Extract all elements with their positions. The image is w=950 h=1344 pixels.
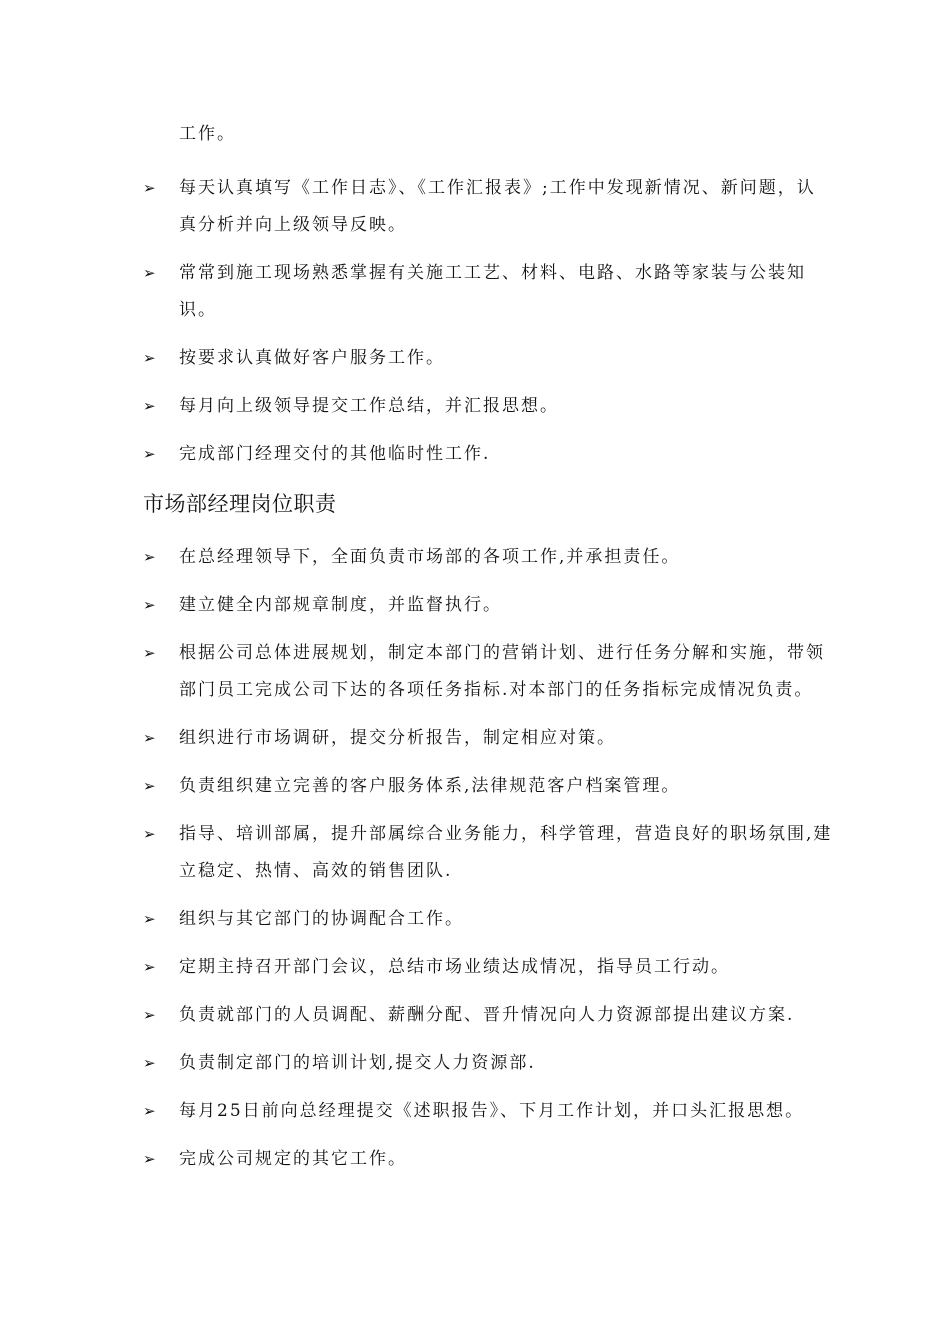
list-item <box>143 1045 833 1082</box>
arrow-bullet-icon: ➢ <box>143 596 158 614</box>
list-item <box>143 997 833 1034</box>
list-item <box>143 635 833 709</box>
list-item-text: 完成公司规定的其它工作。 <box>179 1149 407 1169</box>
list-item-text: 组织进行市场调研，提交分析报告，制定相应对策。 <box>179 728 616 748</box>
list-item <box>143 388 833 425</box>
list-item-text: 负责制定部门的培训计划,提交人力资源部. <box>179 1053 536 1073</box>
arrow-bullet-icon: ➢ <box>143 445 158 463</box>
arrow-bullet-icon: ➢ <box>143 1102 158 1120</box>
arrow-bullet-icon: ➢ <box>143 397 158 415</box>
list-item <box>143 587 833 624</box>
list-item <box>143 255 833 329</box>
list-item-text: 常常到施工现场熟悉掌握有关施工工艺、材料、电路、水路等家装与公装知识。 <box>179 263 806 320</box>
list-item <box>143 1093 833 1130</box>
arrow-bullet-icon: ➢ <box>143 1150 158 1168</box>
list-item <box>143 436 833 473</box>
list-item-text: 在总经理领导下，全面负责市场部的各项工作,并承担责任。 <box>179 547 681 567</box>
list-item-text: 组织与其它部门的协调配合工作。 <box>179 909 464 929</box>
section-heading: 市场部经理岗位职责 <box>143 492 337 516</box>
list-item-text: 定期主持召开部门会议，总结市场业绩达成情况，指导员工行动。 <box>179 957 730 977</box>
arrow-bullet-icon: ➢ <box>143 777 158 795</box>
arrow-bullet-icon: ➢ <box>143 264 158 282</box>
list-item-text: 完成部门经理交付的其他临时性工作. <box>179 444 491 464</box>
list-item-text: 负责组织建立完善的客户服务体系,法律规范客户档案管理。 <box>179 776 681 796</box>
list-item <box>143 816 833 890</box>
list-item <box>143 340 833 377</box>
arrow-bullet-icon: ➢ <box>143 179 158 197</box>
list-item-text: 根据公司总体进展规划，制定本部门的营销计划、进行任务分解和实施，带领部门员工完成公司下达的各项任务指标.对本部门的任务指标完成情况负责。 <box>179 643 825 700</box>
duty-list-2 <box>143 539 833 1189</box>
list-item <box>143 720 833 757</box>
list-item-text: 指导、培训部属，提升部属综合业务能力，科学管理，营造良好的职场氛围,建立稳定、热情、高效的销售团队. <box>179 824 833 881</box>
arrow-bullet-icon: ➢ <box>143 1054 158 1072</box>
arrow-bullet-icon: ➢ <box>143 1006 158 1024</box>
list-item <box>143 901 833 938</box>
continuation-text: 工作。 <box>179 124 236 144</box>
duty-list-1 <box>143 170 833 484</box>
arrow-bullet-icon: ➢ <box>143 644 158 662</box>
arrow-bullet-icon: ➢ <box>143 548 158 566</box>
list-item-text: 每天认真填写《工作日志》、《工作汇报表》;工作中发现新情况、新问题，认真分析并向上级领导反映。 <box>179 178 816 235</box>
list-item-text: 负责就部门的人员调配、薪酬分配、晋升情况向人力资源部提出建议方案. <box>179 1005 795 1025</box>
list-item-text: 每月向上级领导提交工作总结，并汇报思想。 <box>179 396 559 416</box>
list-item <box>143 768 833 805</box>
arrow-bullet-icon: ➢ <box>143 729 158 747</box>
list-item-text: 按要求认真做好客户服务工作。 <box>179 348 445 368</box>
list-item <box>143 1141 833 1178</box>
arrow-bullet-icon: ➢ <box>143 910 158 928</box>
arrow-bullet-icon: ➢ <box>143 825 158 843</box>
list-item <box>143 949 833 986</box>
list-item <box>143 539 833 576</box>
list-item-text: 建立健全内部规章制度，并监督执行。 <box>179 595 502 615</box>
arrow-bullet-icon: ➢ <box>143 349 158 367</box>
list-item-text: 每月25日前向总经理提交《述职报告》、下月工作计划，并口头汇报思想。 <box>179 1101 805 1121</box>
arrow-bullet-icon: ➢ <box>143 958 158 976</box>
list-item <box>143 170 833 244</box>
